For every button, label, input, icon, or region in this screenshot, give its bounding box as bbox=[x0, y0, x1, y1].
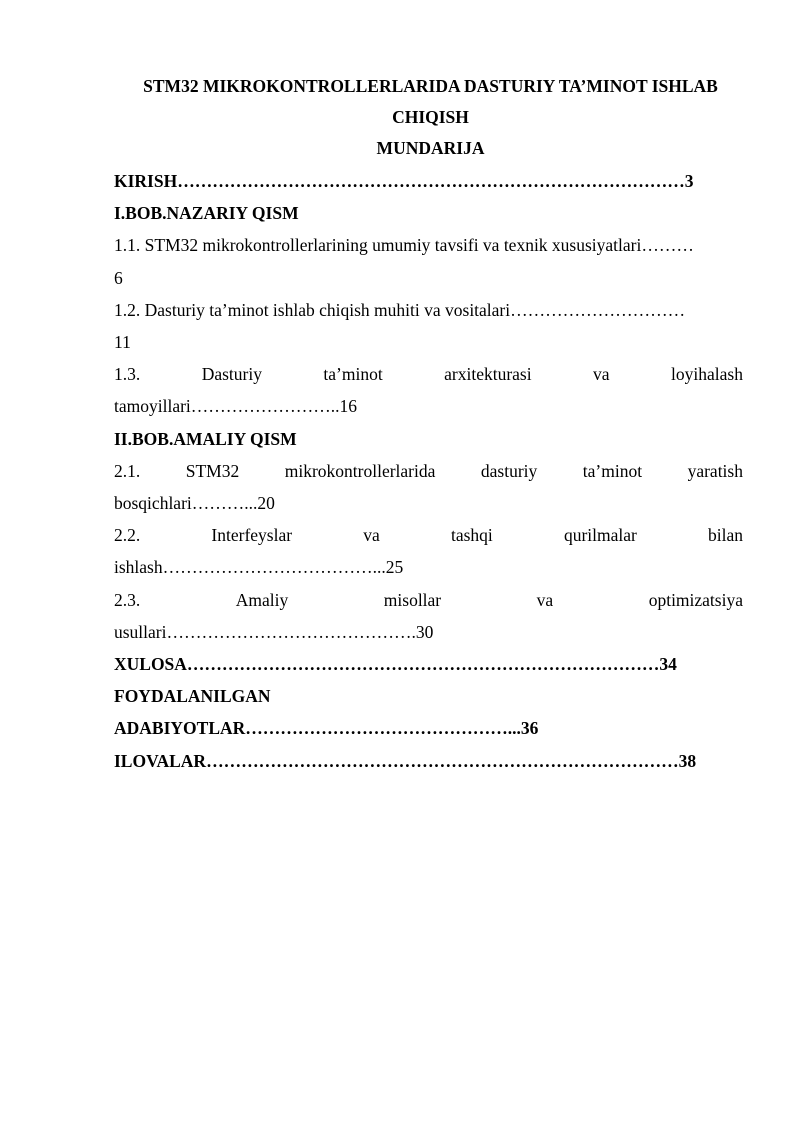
toc-entry-2-2-continued: ishlash………………………………...25 bbox=[114, 557, 404, 578]
toc-entry-xulosa: XULOSA………………………………………………………………………34 bbox=[114, 654, 677, 675]
toc-word: 2.3. bbox=[114, 589, 141, 610]
toc-chapter-1-heading: I.BOB.NAZARIY QISM bbox=[114, 203, 299, 224]
toc-word: STM32 bbox=[185, 460, 240, 481]
toc-entry-ilovalar: ILOVALAR………………………………………………………………………38 bbox=[114, 750, 697, 771]
toc-word: ta’minot bbox=[582, 460, 643, 481]
toc-entry-kirish: KIRISH……………………………………………………………………………3 bbox=[114, 171, 694, 191]
toc-word: qurilmalar bbox=[563, 525, 637, 546]
toc-word: va bbox=[593, 364, 610, 385]
toc-entry-1-1: 1.1. STM32 mikrokontrollerlarining umumiy tavsifi va texnik xususiyatlari……… bbox=[114, 235, 694, 256]
toc-word: bilan bbox=[708, 525, 743, 546]
toc-word: va bbox=[363, 525, 380, 546]
toc-entry-1-3-continued: tamoyillari……………………..16 bbox=[114, 396, 358, 417]
toc-word: tashqi bbox=[450, 525, 493, 546]
toc-entry-1-2-page: 11 bbox=[114, 332, 131, 353]
toc-word: va bbox=[536, 589, 554, 610]
toc-word: loyihalash bbox=[671, 364, 743, 385]
toc-word: mikrokontrollerlarida bbox=[284, 460, 436, 481]
toc-word: 2.1. bbox=[114, 460, 141, 481]
document-title-line-1: STM32 MIKROKONTROLLERLARIDA DASTURIY TA’MINOT ISHLAB bbox=[143, 76, 718, 96]
toc-entry-2-3 bbox=[114, 584, 743, 616]
toc-entry-1-1-page: 6 bbox=[114, 267, 123, 288]
toc-word: dasturiy bbox=[480, 460, 538, 481]
table-of-contents bbox=[114, 165, 743, 777]
toc-word: yaratish bbox=[687, 460, 743, 481]
toc-word: misollar bbox=[383, 589, 442, 610]
toc-word: optimizatsiya bbox=[648, 589, 743, 610]
toc-entry-2-1-continued: bosqichlari………...20 bbox=[114, 493, 275, 514]
toc-word: ta’minot bbox=[323, 364, 383, 385]
toc-word: arxitekturasi bbox=[444, 364, 532, 385]
toc-entry-1-3 bbox=[114, 358, 743, 390]
toc-word: 2.2. bbox=[114, 525, 141, 546]
toc-entry-2-1 bbox=[114, 455, 743, 487]
contents-heading: MUNDARIJA bbox=[376, 138, 485, 158]
toc-entry-2-2 bbox=[114, 519, 743, 551]
toc-entry-1-2: 1.2. Dasturiy ta’minot ishlab chiqish muhiti va vositalari………………………… bbox=[114, 299, 686, 320]
toc-entry-foydalanilgan: FOYDALANILGAN bbox=[114, 686, 271, 707]
toc-word: Amaliy bbox=[235, 589, 289, 610]
toc-chapter-2-heading: II.BOB.AMALIY QISM bbox=[114, 428, 297, 449]
toc-word: Interfeyslar bbox=[211, 525, 293, 546]
document-title-line-2: CHIQISH bbox=[392, 107, 469, 127]
toc-entry-2-3-continued: usullari…………………………………….30 bbox=[114, 621, 434, 642]
toc-word: Dasturiy bbox=[201, 364, 262, 385]
toc-word: 1.3. bbox=[114, 364, 141, 385]
toc-entry-adabiyotlar: ADABIYOTLAR………………………………………...36 bbox=[114, 718, 539, 739]
